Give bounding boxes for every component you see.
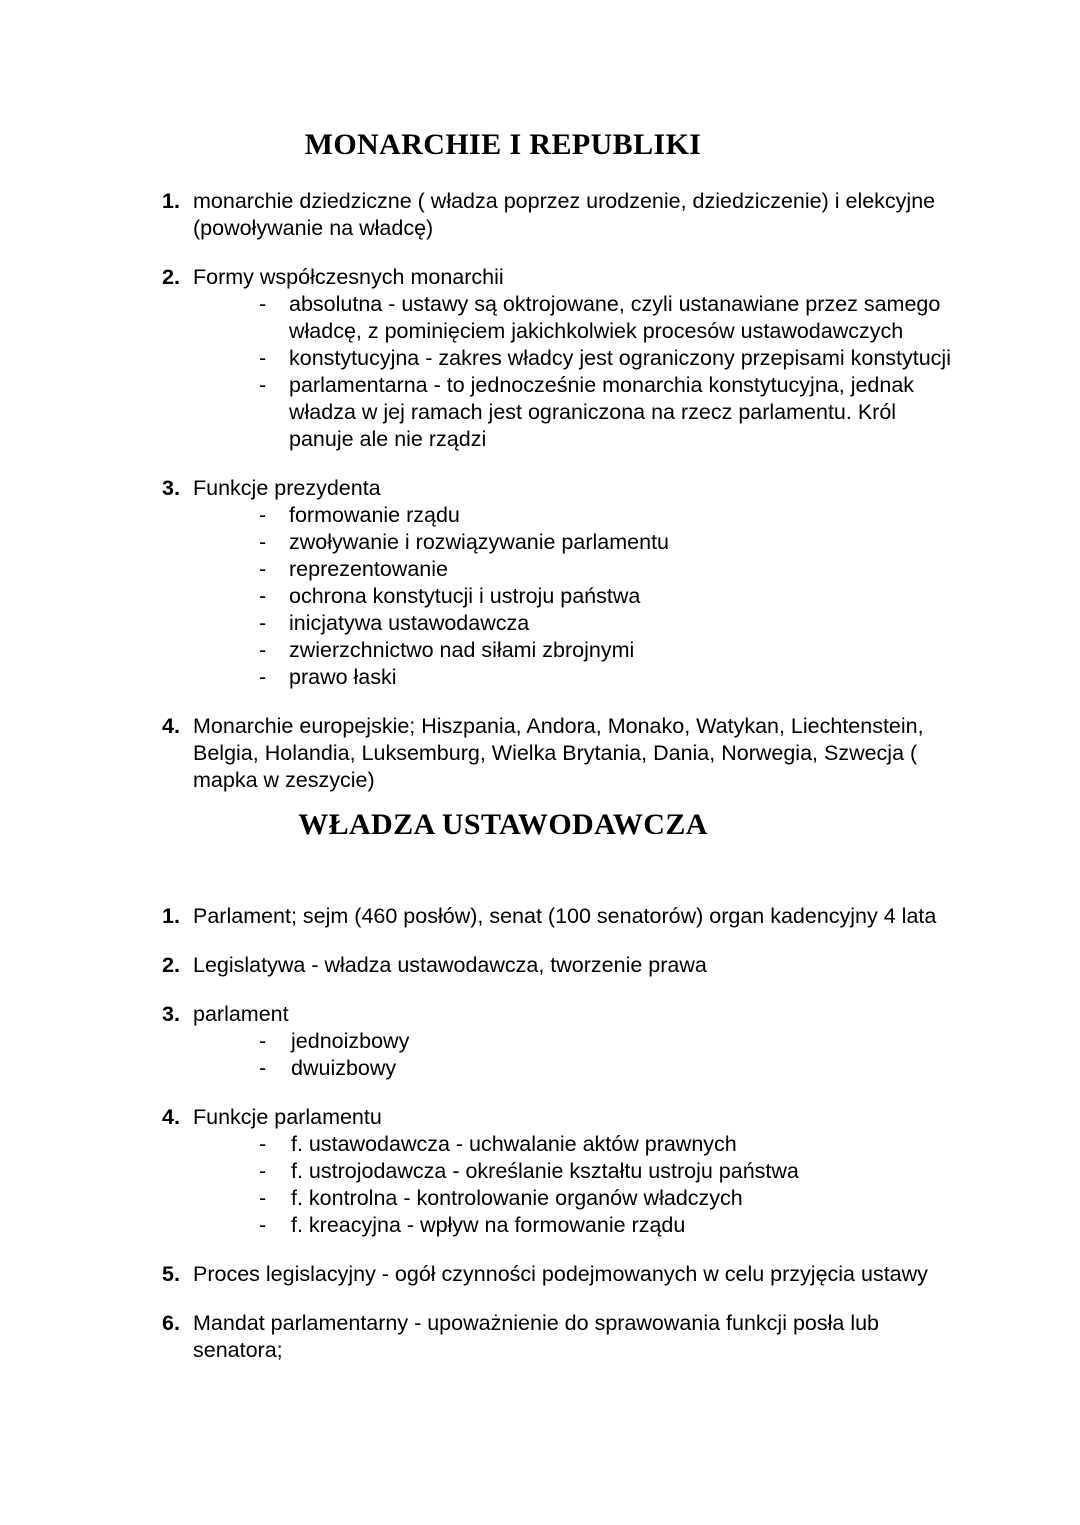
sub-list-item-text: zwoływanie i rozwiązywanie parlamentu xyxy=(289,530,669,554)
dash-bullet-icon: - xyxy=(259,373,267,397)
dash-bullet-icon: - xyxy=(259,638,267,662)
sub-list-item xyxy=(193,1131,962,1158)
sub-list-item-text: formowanie rządu xyxy=(289,503,460,527)
sub-list-item xyxy=(193,1158,962,1185)
list-item-marker: 1. xyxy=(162,189,180,213)
sub-list-item-text: inicjatywa ustawodawcza xyxy=(289,611,530,635)
sub-list-item-text: zwierzchnictwo nad siłami zbrojnymi xyxy=(289,638,635,662)
sub-list xyxy=(193,502,962,691)
sub-list-item xyxy=(193,1185,962,1212)
list-item-text: Mandat parlamentarny - upoważnienie do sprawowania funkcji posła lub senatora; xyxy=(193,1311,880,1362)
list-item xyxy=(162,1310,962,1364)
list-item-marker: 6. xyxy=(162,1311,180,1335)
dash-bullet-icon: - xyxy=(259,1056,267,1080)
list-item-text: parlament xyxy=(193,1002,289,1026)
list-item-marker: 3. xyxy=(162,476,180,500)
list-item-marker: 4. xyxy=(162,1105,180,1129)
sub-list-item xyxy=(193,556,962,583)
list-item xyxy=(162,713,962,794)
sub-list xyxy=(193,291,962,453)
sub-list-item-text: absolutna - ustawy są oktrojowane, czyli ustanawiane przez samego władcę, z pominięciem jakichkolwiek procesów ustawodawczych xyxy=(289,292,941,343)
sub-list-item-text: jednoizbowy xyxy=(291,1029,410,1053)
dash-bullet-icon: - xyxy=(259,665,267,689)
list-item-text: Legislatywa - władza ustawodawcza, tworzenie prawa xyxy=(193,953,707,977)
sub-list-item xyxy=(193,637,962,664)
sub-list-item xyxy=(193,583,962,610)
list-item-text: Parlament; sejm (460 posłów), senat (100 senatorów) organ kadencyjny 4 lata xyxy=(193,904,937,928)
sub-list-item xyxy=(193,529,962,556)
dash-bullet-icon: - xyxy=(259,292,267,316)
dash-bullet-icon: - xyxy=(259,1029,267,1053)
list-item-text: Monarchie europejskie; Hiszpania, Andora, Monako, Watykan, Liechtenstein, Belgia, Holandia, Luksemburg, Wielka Brytania, Dania, Norwegia, Szwecja ( mapka w zeszycie) xyxy=(193,714,924,792)
list-item-marker: 3. xyxy=(162,1002,180,1026)
list-item-marker: 1. xyxy=(162,904,180,928)
sub-list-item-text: f. kontrolna - kontrolowanie organów władczych xyxy=(291,1186,743,1210)
sub-list-item xyxy=(193,664,962,691)
dash-bullet-icon: - xyxy=(259,530,267,554)
dash-bullet-icon: - xyxy=(259,503,267,527)
sub-list-item xyxy=(193,291,962,345)
sub-list-item-text: ochrona konstytucji i ustroju państwa xyxy=(289,584,641,608)
sub-list-item-text: f. ustrojodawcza - określanie kształtu ustroju państwa xyxy=(291,1159,799,1183)
sub-list-item xyxy=(193,345,962,372)
sub-list-item-text: konstytucyjna - zakres władcy jest ograniczony przepisami konstytucji xyxy=(289,346,951,370)
sub-list-item xyxy=(193,1212,962,1239)
list-item xyxy=(162,1261,962,1288)
dash-bullet-icon: - xyxy=(259,1132,267,1156)
section-wladza-ustawodawcza-list xyxy=(162,903,962,1364)
list-item-marker: 2. xyxy=(162,265,180,289)
dash-bullet-icon: - xyxy=(259,584,267,608)
sub-list-item-text: f. kreacyjna - wpływ na formowanie rządu xyxy=(291,1213,686,1237)
sub-list-item xyxy=(193,610,962,637)
sub-list-item xyxy=(193,372,962,453)
list-item-text: Funkcje prezydenta xyxy=(193,476,381,500)
sub-list-item-text: reprezentowanie xyxy=(289,557,448,581)
list-item xyxy=(162,188,962,242)
dash-bullet-icon: - xyxy=(259,1213,267,1237)
heading-monarchie-i-republiki-wrapper xyxy=(0,128,1006,163)
list-item-marker: 2. xyxy=(162,953,180,977)
dash-bullet-icon: - xyxy=(259,557,267,581)
list-item-text: Proces legislacyjny - ogół czynności podejmowanych w celu przyjęcia ustawy xyxy=(193,1262,928,1286)
list-item-marker: 5. xyxy=(162,1262,180,1286)
list-item xyxy=(162,952,962,979)
sub-list-item xyxy=(193,1055,962,1082)
list-item xyxy=(162,1104,962,1239)
sub-list-item xyxy=(193,1028,962,1055)
section-monarchie-i-republiki-list xyxy=(162,188,962,794)
dash-bullet-icon: - xyxy=(259,346,267,370)
sub-list xyxy=(193,1028,962,1082)
page-title-monarchie-i-republiki: MONARCHIE I REPUBLIKI xyxy=(304,128,702,161)
sub-list-item-text: prawo łaski xyxy=(289,665,397,689)
sub-list xyxy=(193,1131,962,1239)
list-item-marker: 4. xyxy=(162,714,180,738)
list-item xyxy=(162,475,962,691)
dash-bullet-icon: - xyxy=(259,1186,267,1210)
list-item-text: monarchie dziedziczne ( władza poprzez urodzenie, dziedziczenie) i elekcyjne (powoływanie na władcę) xyxy=(193,189,936,240)
list-item xyxy=(162,903,962,930)
heading-wladza-ustawodawcza-wrapper xyxy=(0,808,1006,843)
list-item xyxy=(162,1001,962,1082)
page-title-wladza-ustawodawcza: WŁADZA USTAWODAWCZA xyxy=(298,808,708,841)
list-item-text: Funkcje parlamentu xyxy=(193,1105,382,1129)
list-item-text: Formy współczesnych monarchii xyxy=(193,265,504,289)
sub-list-item-text: parlamentarna - to jednocześnie monarchia konstytucyjna, jednak władza w jej ramach jest ograniczona na rzecz parlamentu. Król panuje ale nie rządzi xyxy=(289,373,915,451)
sub-list-item-text: f. ustawodawcza - uchwalanie aktów prawnych xyxy=(291,1132,737,1156)
dash-bullet-icon: - xyxy=(259,1159,267,1183)
sub-list-item xyxy=(193,502,962,529)
sub-list-item-text: dwuizbowy xyxy=(291,1056,397,1080)
list-item xyxy=(162,264,962,453)
dash-bullet-icon: - xyxy=(259,611,267,635)
